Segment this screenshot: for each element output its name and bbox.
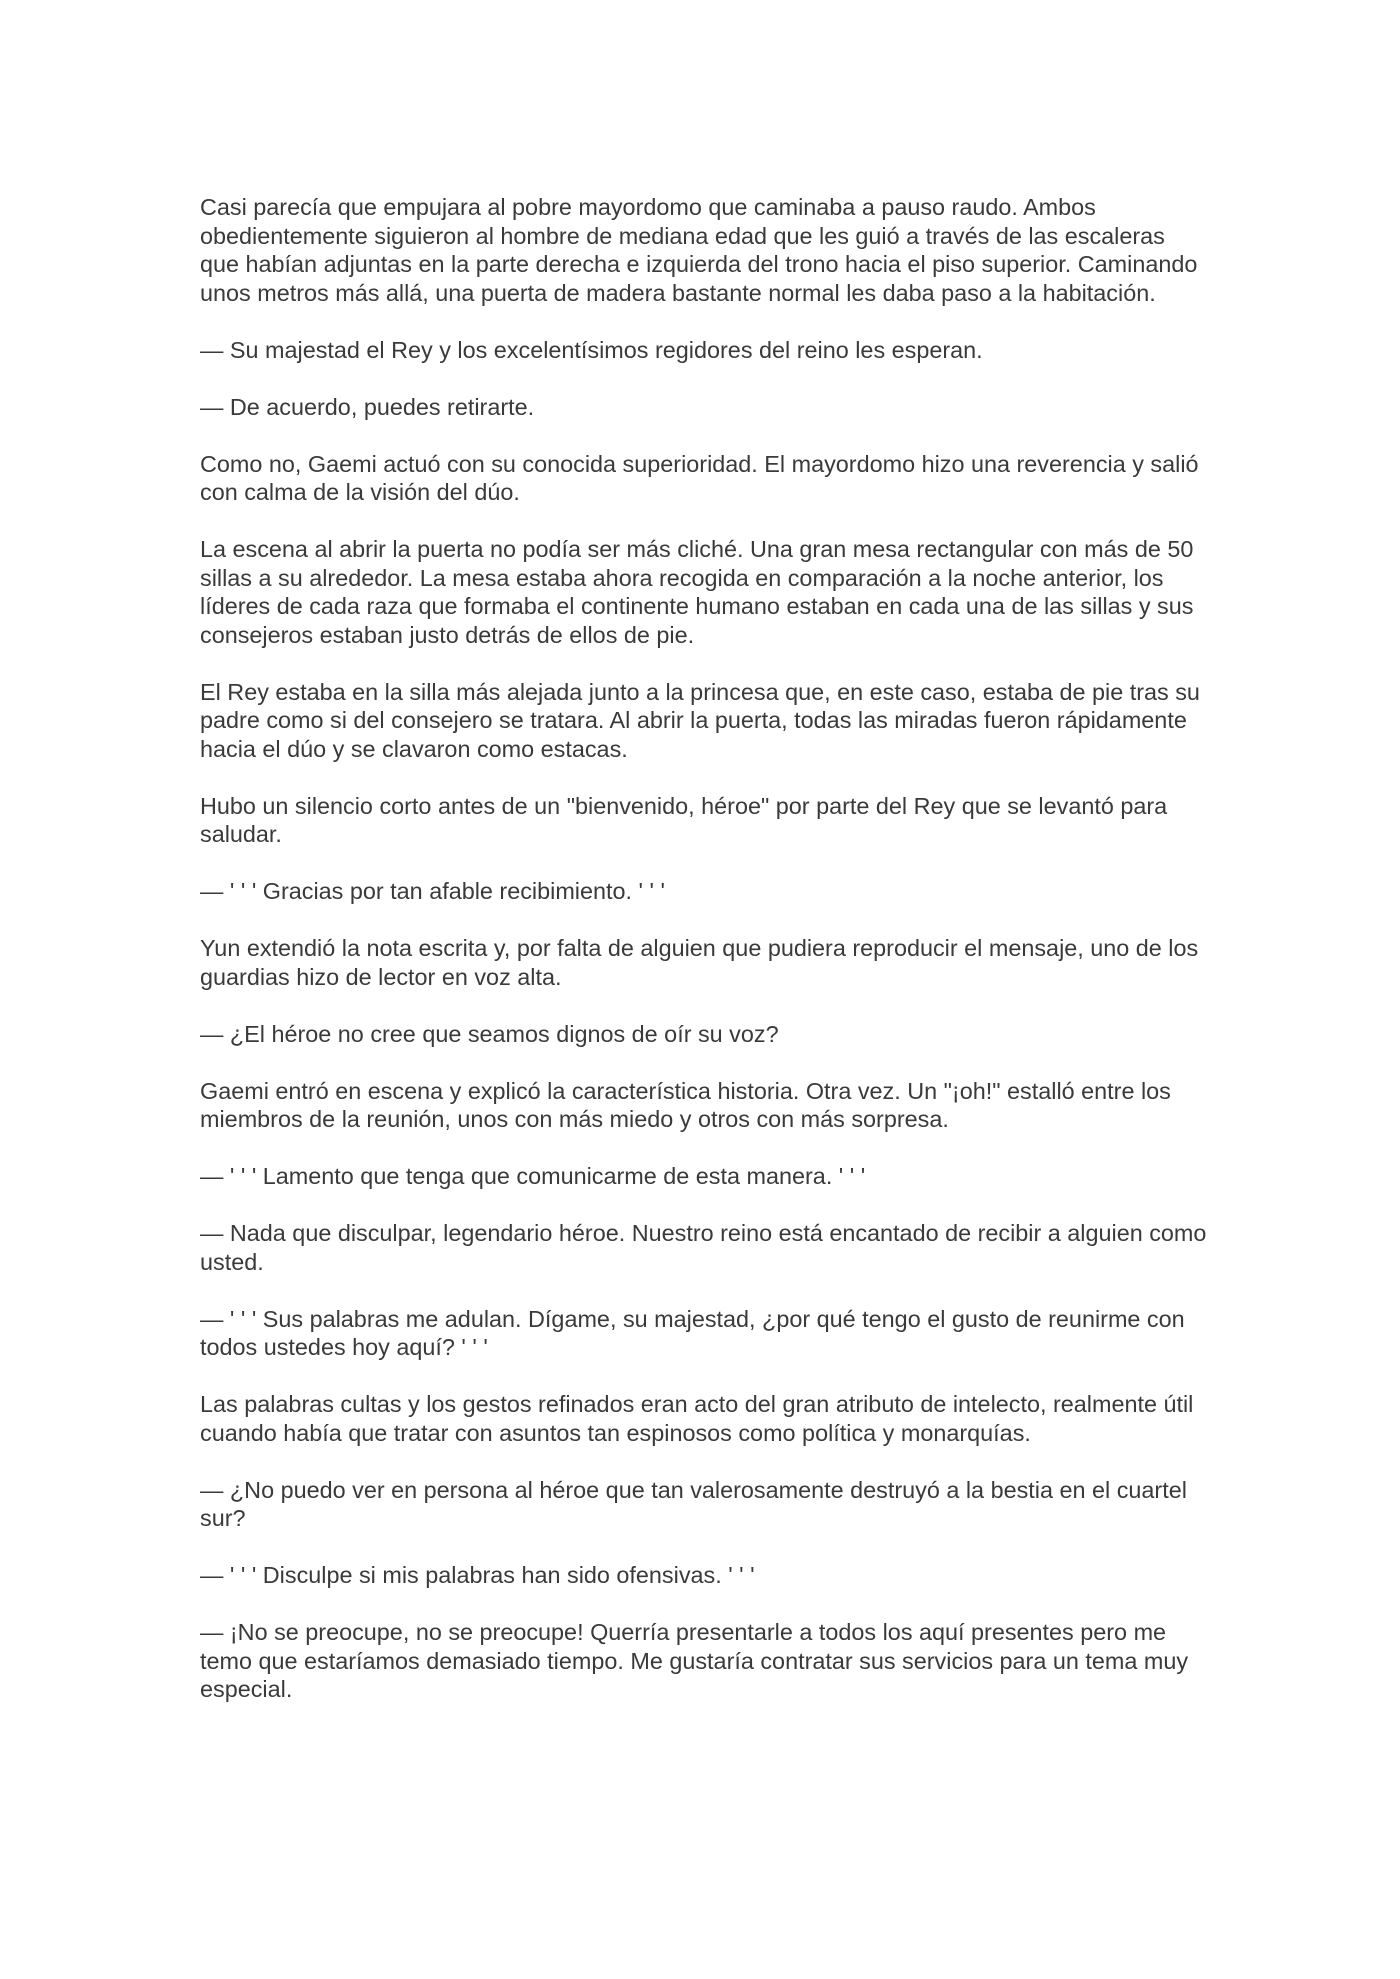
dialogue-line: — ¿El héroe no cree que seamos dignos de oír su voz? xyxy=(200,1020,779,1047)
dialogue-line: — ' ' ' Disculpe si mis palabras han sido ofensivas. ' ' ' xyxy=(200,1562,755,1588)
dialogue-line: — ' ' ' Lamento que tenga que comunicarme de esta manera. ' ' ' xyxy=(200,1163,866,1189)
paragraph: El Rey estaba en la silla más alejada junto a la princesa que, en este caso, estaba de pie tras su padre como si del consejero se tratara. Al abrir la puerta, todas las miradas fueron rápidamente hacia el dúo y se clavaron como estacas. xyxy=(200,678,1200,762)
paragraph: Casi parecía que empujara al pobre mayordomo que caminaba a pauso raudo. Ambos obedientemente siguieron al hombre de mediana edad que les guió a través de las escaleras que habían adjuntas en la parte derecha e izquierda del trono hacia el piso superior. Caminando unos metros más allá, una puerta de madera bastante normal les daba paso a la habitación. xyxy=(200,194,1198,306)
dialogue-line: — De acuerdo, puedes retirarte. xyxy=(200,393,535,420)
paragraph: Hubo un silencio corto antes de un "bienvenido, héroe" por parte del Rey que se levantó para saludar. xyxy=(200,792,1168,847)
dialogue-line: — ' ' ' Gracias por tan afable recibimiento. ' ' ' xyxy=(200,878,665,904)
document-page xyxy=(200,193,1210,1732)
dialogue-line: — Su majestad el Rey y los excelentísimos regidores del reino les esperan. xyxy=(200,336,983,363)
paragraph: Yun extendió la nota escrita y, por falta de alguien que pudiera reproducir el mensaje, uno de los guardias hizo de lector en voz alta. xyxy=(200,935,1199,990)
dialogue-line: — Nada que disculpar, legendario héroe. Nuestro reino está encantado de recibir a alguien como usted. xyxy=(200,1220,1207,1275)
paragraph: La escena al abrir la puerta no podía ser más cliché. Una gran mesa rectangular con más de 50 sillas a su alrededor. La mesa estaba ahora recogida en comparación a la noche anterior, los líderes de cada raza que formaba el continente humano estaban en cada una de las sillas y sus consejeros estaban justo detrás de ellos de pie. xyxy=(200,536,1194,648)
dialogue-line: — ¿No puedo ver en persona al héroe que tan valerosamente destruyó a la bestia en el cuartel sur? xyxy=(200,1476,1187,1531)
paragraph: Las palabras cultas y los gestos refinados eran acto del gran atributo de intelecto, realmente útil cuando había que tratar con asuntos tan espinosos como política y monarquías. xyxy=(200,1391,1194,1446)
paragraph: Gaemi entró en escena y explicó la característica historia. Otra vez. Un "¡oh!" estalló entre los miembros de la reunión, unos con más miedo y otros con más sorpresa. xyxy=(200,1077,1171,1132)
dialogue-line: — ' ' ' Sus palabras me adulan. Dígame, su majestad, ¿por qué tengo el gusto de reunirme con todos ustedes hoy aquí? ' ' ' xyxy=(200,1305,1185,1360)
dialogue-line: — ¡No se preocupe, no se preocupe! Querría presentarle a todos los aquí presentes pero me temo que estaríamos demasiado tiempo. Me gustaría contratar sus servicios para un tema muy especial. xyxy=(200,1619,1189,1702)
paragraph: Como no, Gaemi actuó con su conocida superioridad. El mayordomo hizo una reverencia y salió con calma de la visión del dúo. xyxy=(200,450,1199,505)
